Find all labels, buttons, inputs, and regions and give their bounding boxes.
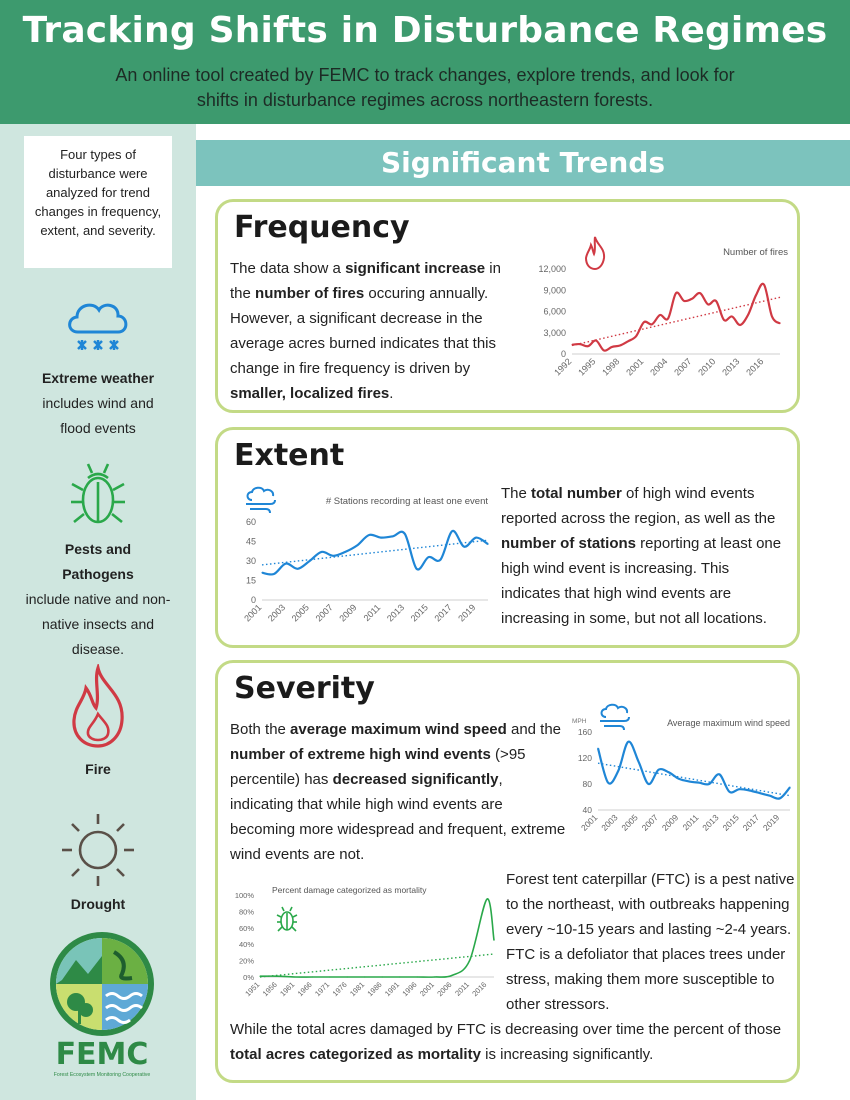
data-point [667,318,668,319]
intro-box: Four types of disturbance were analyzed for trend changes in frequency, extent, and severity. [24,136,172,268]
x-tick-label: 1951 [243,980,262,999]
trend-line [598,763,790,796]
wind-cloud-icon [244,486,280,518]
fires-chart [518,230,796,390]
data-point [476,537,477,538]
data-point [779,323,780,324]
x-tick-label: 2013 [720,356,742,378]
chart-title: # Stations recording at least one event [325,496,488,507]
data-point [707,304,708,305]
x-tick-label: 2007 [313,602,335,624]
data-point [309,560,310,561]
x-tick-label: 2015 [720,812,741,833]
data-point [571,344,572,345]
data-point [416,568,417,569]
data-point [294,976,295,977]
x-tick-label: 2001 [242,602,264,624]
data-point [312,976,313,977]
x-tick-label: 1961 [278,980,297,999]
x-tick-label: 1971 [313,980,332,999]
logo-subtext: Forest Ecosystem Monitoring Cooperative [53,1072,151,1078]
data-point [329,976,330,977]
data-point [739,789,740,790]
x-tick-label: 1966 [295,980,314,999]
data-point [434,976,435,977]
data-point [739,324,740,325]
data-point [759,793,760,794]
data-point [619,345,620,346]
x-tick-label: 2013 [384,602,407,624]
severity-card [215,660,800,1083]
data-point [380,537,381,538]
x-tick-label: 1992 [552,356,574,378]
data-point [658,769,659,770]
data-point [698,782,699,783]
x-tick-label: 2011 [680,812,701,833]
data-point [789,787,790,788]
x-tick-label: 2019 [760,812,782,833]
data-point [723,319,724,320]
data-point [691,298,692,299]
data-point [659,314,660,315]
data-point [451,975,452,976]
data-point [452,531,453,532]
x-tick-label: 1986 [365,980,384,999]
sidebar-item-title: Drought [70,896,126,912]
sidebar [0,124,196,1100]
logo-text: FEMC [55,1037,149,1072]
frequency-heading: Frequency [234,210,410,245]
data-point [627,341,628,342]
sidebar-item-fire [0,757,196,782]
data-point [668,772,669,773]
y-tick-label: 20% [238,956,254,966]
flame-icon [583,235,607,275]
data-point [392,536,393,537]
severity-text: Both the average maximum wind speed and the number of extreme high wind events (>95 percentile) has decreased significantly, indicating that while high wind events are becoming more widespread and frequent, extreme wind events are not. [230,721,566,863]
y-tick-label: 0 [560,349,566,359]
data-point [769,795,770,796]
data-point [587,346,588,347]
x-tick-label: 2005 [289,602,311,624]
y-tick-label: 0 [250,595,256,605]
x-tick-label: 1956 [260,980,279,999]
data-point [635,336,636,337]
data-point [404,533,405,534]
femc-logo [48,930,156,1080]
data-point [285,563,286,564]
x-tick-label: 2011 [453,980,471,998]
extent-heading: Extent [234,438,345,473]
x-tick-label: 2004 [648,356,670,378]
data-point [771,316,772,317]
data-point [755,295,756,296]
page-subtitle: An online tool created by FEMC to track changes, explore trends, and look for shifts in disturbance regimes across northeastern forests. [115,65,735,110]
x-tick-label: 2001 [624,356,646,378]
y-tick-label: 120 [577,753,592,763]
data-point [469,960,470,961]
data-point [399,976,400,977]
data-point [487,544,488,545]
data-point [709,783,710,784]
data-point [277,976,278,977]
data-point [678,778,679,779]
x-tick-label: 2010 [696,356,718,378]
x-tick-label: 1996 [400,980,419,999]
data-point [719,774,720,775]
data-point [579,343,580,344]
data-point [648,783,649,784]
data-point [347,976,348,977]
data-point [611,346,612,347]
sidebar-item-title: Pests and Pathogens [62,541,134,582]
data-point [779,798,780,799]
data-point [597,748,598,749]
x-tick-label: 2016 [470,980,489,999]
data-point [440,559,441,560]
x-tick-label: 2011 [361,602,383,624]
flame-icon [0,664,196,754]
trend-line [262,540,488,565]
y-tick-label: 30 [245,556,256,566]
chart-title: Percent damage categorized as mortality [272,885,427,895]
y-tick-label: 80 [582,779,592,789]
y-tick-label: 15 [245,575,256,586]
data-point [683,300,684,301]
ftc-bottom-text: While the total acres damaged by FTC is decreasing over time the percent of those total acres categorized as mortality is increasing significantly. [230,1021,782,1063]
data-point [428,557,429,558]
data-point [688,781,689,782]
section-banner [196,140,850,186]
sidebar-item-pests [0,537,196,662]
x-tick-label: 2009 [337,602,359,624]
data-point [364,976,365,977]
x-tick-label: 2007 [639,812,661,833]
frequency-text: The data show a significant increase in the number of fires occuring annually. However, a significant decrease in the average acres burned indicates that this change in fire frequency is driven by smaller, localized fires. [230,260,501,402]
y-tick-label: 60 [245,517,256,527]
data-point [493,940,494,941]
data-point [368,534,369,535]
cloud-snow-icon [0,296,196,360]
beetle-icon [276,905,298,937]
data-point [747,314,748,315]
y-tick-label: 80% [238,907,254,917]
section-title: Significant Trends [380,146,666,179]
wind-cloud-icon [598,703,634,735]
sidebar-item-desc: includes wind and flood events [42,395,154,436]
data-point [699,292,700,293]
page-header [0,0,850,124]
data-point [731,316,732,317]
extent-text: The total number of high wind events reported across the region, as well as the number of stations reporting at least one high wind event is increasing. This indicates that high wind events are increasing in some, but not all locations. [501,485,782,627]
x-tick-label: 2013 [700,812,721,833]
beetle-icon [0,460,196,534]
trend-line [572,297,780,345]
data-point [608,782,609,783]
data-point [729,791,730,792]
series-line [262,531,488,575]
x-tick-label: 1976 [330,980,349,999]
data-point [321,551,322,552]
x-tick-label: 1981 [348,980,367,999]
x-tick-label: 2005 [619,812,640,833]
data-point [259,976,260,977]
y-tick-label: 6,000 [543,306,566,317]
data-point [638,761,639,762]
chart-title: Average maximum wind speed [667,718,790,728]
y-tick-label: 160 [577,727,592,737]
series-line [572,284,780,351]
data-point [382,976,383,977]
data-point [643,322,644,323]
data-point [345,551,346,552]
data-point [603,350,604,351]
data-point [417,976,418,977]
frequency-card [215,199,800,413]
x-tick-label: 2003 [599,812,620,833]
x-tick-label: 2003 [265,602,288,624]
y-tick-label: 0% [243,973,254,982]
x-tick-label: 2019 [456,602,478,624]
x-tick-label: 2001 [417,980,437,999]
y-tick-label: 40 [582,805,592,815]
x-tick-label: 2015 [408,602,430,624]
series-line [598,742,790,799]
data-point [763,284,764,285]
ftc-text: Forest tent caterpillar (FTC) is a pest native to the northeast, with outbreaks happening every ~10-15 years and lasting ~2-4 years. FTC is a defoliator that places trees under stress, making them more susceptible to other stressors. [506,871,795,1013]
y-tick-label: 3,000 [543,327,566,338]
y-tick-label: 12,000 [538,264,566,274]
trend-line [260,954,494,977]
y-tick-label: 40% [238,940,254,950]
severity-heading: Severity [234,671,375,706]
data-point [675,292,676,293]
sun-icon [0,810,196,894]
chart-title: Number of fires [723,247,788,258]
data-point [464,546,465,547]
sidebar-item-desc: include native and non-native insects and disease. [25,591,171,657]
y-tick-label: 60% [238,923,254,933]
data-point [618,770,619,771]
x-tick-label: 2006 [435,980,454,999]
y-tick-label: 100% [234,891,254,900]
data-point [628,741,629,742]
x-tick-label: 1991 [382,980,402,999]
sidebar-item-extreme-weather [0,366,196,441]
x-tick-label: 2017 [432,602,454,624]
x-tick-label: 1995 [576,356,598,378]
data-point [486,899,487,900]
data-point [595,340,596,341]
x-tick-label: 2017 [740,812,762,833]
x-tick-label: 2016 [744,356,766,378]
data-point [715,300,716,301]
data-point [357,545,358,546]
mortality-chart [224,881,500,1015]
x-tick-label: 2007 [672,356,694,378]
data-point [261,572,262,573]
data-point [333,555,334,556]
data-point [273,573,274,574]
y-tick-label: 9,000 [543,285,566,296]
y-axis-label: MPH [572,718,587,725]
data-point [749,790,750,791]
x-tick-label: 2009 [659,812,681,833]
sidebar-item-drought [0,892,196,917]
data-point [297,568,298,569]
extent-card [215,427,800,648]
sidebar-item-title: Extreme weather [41,370,155,386]
data-point [651,324,652,325]
y-tick-label: 45 [245,536,256,547]
x-tick-label: 2001 [578,812,600,833]
page-title: Tracking Shifts in Disturbance Regimes [22,10,828,51]
x-tick-label: 1998 [600,356,622,378]
sidebar-item-title: Fire [85,761,111,777]
